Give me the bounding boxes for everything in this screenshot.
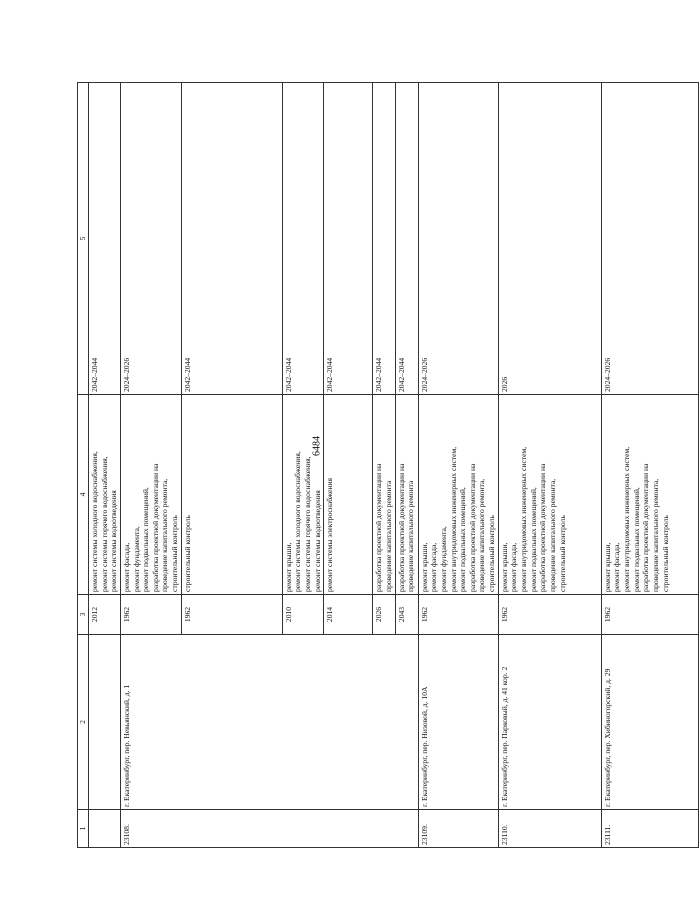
works-cell — [89, 395, 121, 595]
year-cell: 1962 — [181, 595, 282, 635]
period-cell: 2024–2026 — [120, 83, 181, 395]
header-cell: 5 — [78, 83, 89, 395]
work-item-line: ремонт крыши, — [419, 542, 429, 592]
year-cell: 1962 — [418, 595, 498, 635]
period-cell: 2042–2044 — [395, 83, 418, 395]
work-item-line: ремонт крыши, — [283, 542, 293, 592]
work-item-line: разработка проектной документации на — [150, 463, 160, 592]
work-item-line: строительный контроль — [182, 515, 192, 592]
work-item-line: ремонт подвальных помещений, — [458, 487, 468, 592]
year-cell: 2014 — [324, 595, 373, 635]
work-item-line: разработка проектной документации на — [374, 463, 384, 592]
work-item-line: ремонт системы водоотведения — [312, 490, 322, 592]
work-item-line: ремонт внутридомовых инженерных систем, — [519, 446, 529, 592]
work-item-line: ремонт внутридомовых инженерных систем, — [622, 446, 632, 592]
table-row — [120, 83, 181, 848]
table-row — [89, 83, 121, 848]
works-cell — [181, 395, 282, 595]
address-cell — [89, 635, 121, 810]
work-item-line: ремонт подвальных помещений, — [141, 487, 151, 592]
works-cell — [282, 395, 324, 595]
work-item-line: ремонт системы электроснабжения — [325, 477, 335, 592]
item-number-cell — [89, 810, 121, 848]
work-item-line: проведение капитального ремонта, — [650, 478, 660, 592]
works-cell — [120, 395, 181, 595]
year-cell: 2010 — [282, 595, 324, 635]
period-cell: 2026 — [498, 83, 601, 395]
period-cell: 2042–2044 — [89, 83, 121, 395]
work-item-line: ремонт системы горячего водоснабжения, — [99, 456, 109, 592]
work-item-line: ремонт системы холодного водоснабжения, — [90, 451, 99, 592]
address-cell: г. Екатеринбург, пер. Хибиногорский, д. 29 — [601, 635, 698, 810]
period-cell: 2042–2044 — [324, 83, 373, 395]
works-cell — [498, 395, 601, 595]
work-item-line: строительный контроль — [660, 515, 670, 592]
work-item-line: ремонт фасада, — [509, 542, 519, 592]
works-cell — [601, 395, 698, 595]
item-number-cell: 23108. — [120, 810, 418, 848]
header-cell: 2 — [78, 635, 89, 810]
work-item-line: разработка проектной документации на — [396, 463, 406, 592]
work-item-line: разработка проектной документации на — [538, 463, 548, 592]
page-number: 6484 — [311, 436, 323, 456]
work-item-line: строительный контроль — [170, 515, 180, 592]
work-item-line: ремонт системы холодного водоснабжения, — [293, 451, 303, 592]
work-item-line: ремонт подвальных помещений, — [528, 487, 538, 592]
address-cell: г. Екатеринбург, пер. Невьянский, д. 1 — [120, 635, 418, 810]
table-body — [89, 83, 699, 848]
work-item-line: проведение капитального ремонта — [406, 480, 416, 592]
table-row — [418, 83, 498, 848]
period-cell: 2042–2044 — [282, 83, 324, 395]
work-item-line: проведение капитального ремонта, — [547, 478, 557, 592]
repair-schedule-table — [77, 82, 699, 848]
table-row — [498, 83, 601, 848]
item-number-cell: 23110. — [498, 810, 601, 848]
work-item-line: ремонт фундамента, — [131, 526, 141, 592]
work-item-line: ремонт системы горячего водоснабжения, — [303, 456, 313, 592]
year-cell: 1962 — [498, 595, 601, 635]
work-item-line: ремонт крыши, — [499, 542, 509, 592]
header-cell: 3 — [78, 595, 89, 635]
work-item-line: ремонт фундамента, — [438, 526, 448, 592]
header-cell: 1 — [78, 810, 89, 848]
work-item-line: строительный контроль — [557, 515, 567, 592]
period-cell: 2042–2044 — [181, 83, 282, 395]
work-item-line: строительный контроль — [487, 515, 497, 592]
year-cell: 2012 — [89, 595, 121, 635]
work-item-line: ремонт фасада, — [121, 542, 131, 592]
work-item-line: проведение капитального ремонта, — [160, 478, 170, 592]
header-row — [78, 83, 89, 848]
work-item-line: ремонт подвальных помещений, — [631, 487, 641, 592]
rotated-page — [77, 83, 670, 848]
period-cell: 2024–2026 — [418, 83, 498, 395]
work-item-line: проведение капитального ремонта, — [477, 478, 487, 592]
work-item-line: разработка проектной документации на — [467, 463, 477, 592]
year-cell: 2043 — [395, 595, 418, 635]
works-cell — [395, 395, 418, 595]
year-cell: 2026 — [373, 595, 395, 635]
work-item-line: проведение капитального ремонта — [383, 480, 393, 592]
header-cell: 4 — [78, 395, 89, 595]
year-cell: 1962 — [601, 595, 698, 635]
works-cell — [373, 395, 395, 595]
address-cell: г. Екатеринбург, пер. Парковый, д. 41 кор. 2 — [498, 635, 601, 810]
work-item-line: ремонт фасада, — [612, 542, 622, 592]
work-item-line: ремонт внутридомовых инженерных систем, — [448, 446, 458, 592]
period-cell: 2024–2026 — [601, 83, 698, 395]
address-cell: г. Екатеринбург, пер. Низовой, д. 10А — [418, 635, 498, 810]
table-row — [601, 83, 698, 848]
work-item-line: ремонт фасада, — [429, 542, 439, 592]
year-cell: 1962 — [120, 595, 181, 635]
work-item-line: ремонт крыши, — [602, 542, 612, 592]
item-number-cell: 23109. — [418, 810, 498, 848]
works-cell — [418, 395, 498, 595]
works-cell — [324, 395, 373, 595]
item-number-cell: 23111. — [601, 810, 698, 848]
work-item-line: разработка проектной документации на — [641, 463, 651, 592]
work-item-line: ремонт системы водоотведения — [109, 490, 119, 592]
period-cell: 2042–2044 — [373, 83, 395, 395]
